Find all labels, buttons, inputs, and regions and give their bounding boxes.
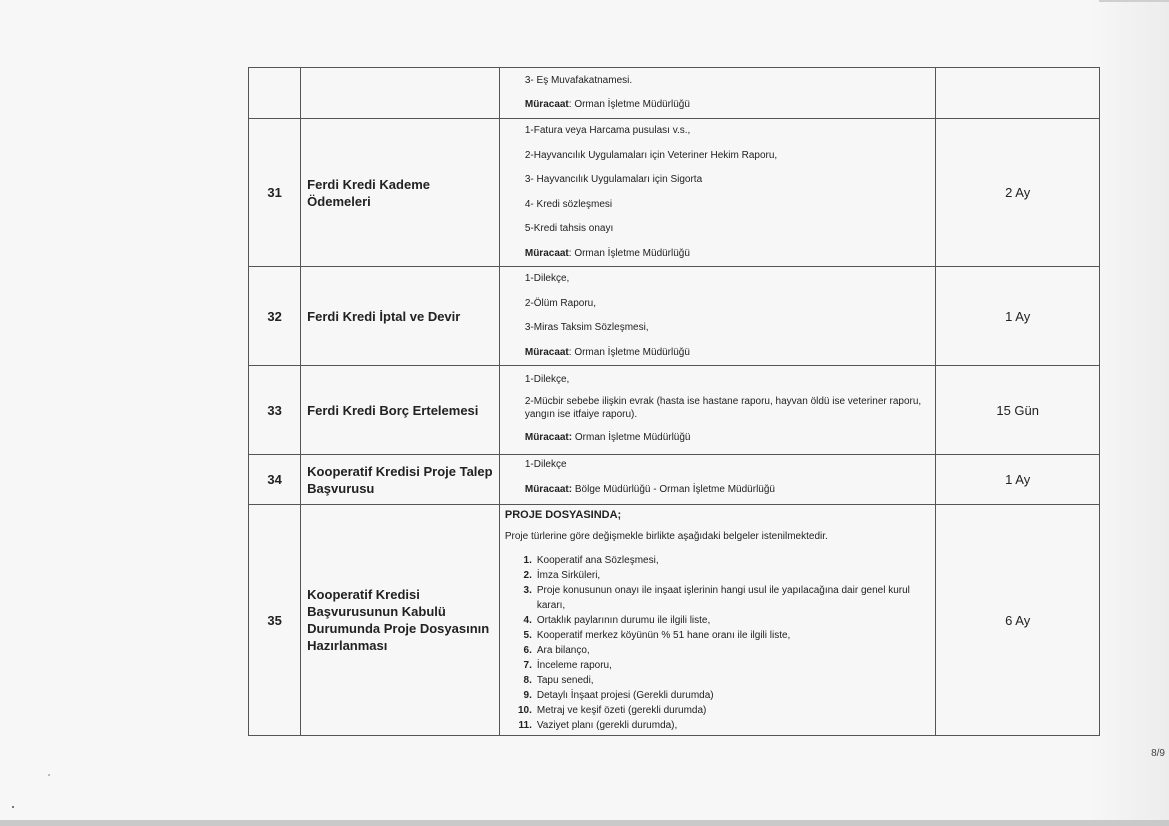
list-item [505,718,930,733]
requirement-line: 3- Hayvancılık Uygulamaları için Sigorta [524,174,703,185]
service-name: Kooperatif Kredisi Proje Talep Başvurusu [301,455,500,505]
table-row [249,68,1100,119]
service-name [301,68,500,119]
requirement-line: 2-Hayvancılık Uygulamaları için Veteriner Hekim Raporu, [524,149,778,161]
requirements-cell [499,455,936,505]
list-item [505,643,930,658]
list-item-number: 9. [523,690,532,701]
requirements-cell [499,267,936,366]
application-office: Müracaat: Orman İşletme Müdürlüğü [524,431,691,443]
list-item-text: Ortaklık paylarının durumu ile ilgili liste, [536,615,711,626]
requirement-line: 1-Dilekçe, [524,273,570,284]
requirement-line: 4- Kredi sözleşmesi [524,198,613,210]
page-edge-shadow [1089,0,1169,826]
completion-time: 1 Ay [936,267,1100,366]
list-item-number: 1. [523,555,532,566]
list-item-text: Kooperatif merkez köyünün % 51 hane oranı ile ilgili liste, [536,630,791,641]
completion-time: 15 Gün [936,366,1100,455]
application-office: Müracaat: Orman İşletme Müdürlüğü [524,99,690,110]
requirement-line: 3-Miras Taksim Sözleşmesi, [524,322,649,333]
scan-speck [48,774,50,776]
requirements-cell [499,119,936,267]
list-item-text: Ara bilanço, [536,645,590,656]
table-row [249,455,1100,505]
requirement-line: 5-Kredi tahsis onayı [524,223,614,234]
requirement-line: 1-Dilekçe, [524,373,570,385]
list-item-text: Proje konusunun onayı ile inşaat işlerinin hangi usul ile yapılacağına dair genel kurul kararı, [536,585,910,611]
requirement-line: 3- Eş Muvafakatnamesi. [524,74,633,86]
application-office: Müracaat: Bölge Müdürlüğü - Orman İşletme Müdürlüğü [524,483,775,495]
services-table [248,67,1100,736]
service-name: Ferdi Kredi Kademe Ödemeleri [301,119,500,267]
page-number: 8/9 [1151,748,1165,759]
list-item [505,658,930,673]
list-item [505,628,930,643]
requirements-cell [499,366,936,455]
row-number: 33 [249,366,301,455]
list-item-text: Metraj ve keşif özeti (gerekli durumda) [536,705,707,716]
service-name: Ferdi Kredi İptal ve Devir [301,267,500,366]
list-item-number: 3. [523,585,532,596]
list-item [505,673,930,688]
requirement-line: 1-Dilekçe [524,458,567,470]
requirement-line: 1-Fatura veya Harcama pusulası v.s., [524,125,691,136]
list-item-number: 5. [523,630,532,641]
list-item [505,583,930,613]
scan-speck [12,806,14,808]
project-file-intro: Proje türlerine göre değişmekle birlikte aşağıdaki belgeler istenilmektedir. [504,531,828,542]
list-item-text: İnceleme raporu, [536,660,612,671]
requirements-cell [499,505,936,736]
table-row [249,366,1100,455]
project-file-heading: PROJE DOSYASINDA; [504,509,622,521]
list-item-number: 11. [518,720,532,731]
list-item-text: Detaylı İnşaat projesi (Gerekli durumda) [536,690,714,701]
table-row [249,267,1100,366]
list-item [505,613,930,628]
application-office: Müracaat: Orman İşletme Müdürlüğü [524,247,690,259]
list-item-text: Vaziyet planı (gerekli durumda), [536,720,678,731]
requirement-line: 2-Mücbir sebebe ilişkin evrak (hasta ise hastane raporu, hayvan öldü ise veteriner raporu, yangın ise itfaiye raporu). [524,395,922,420]
completion-time: 6 Ay [936,505,1100,736]
scan-top-line [1099,0,1169,2]
row-number: 31 [249,119,301,267]
list-item-number: 10. [517,705,532,716]
list-item-number: 8. [523,675,532,686]
row-number: 35 [249,505,301,736]
list-item-number: 4. [523,615,532,626]
row-number [249,68,301,119]
project-document-list [505,553,930,733]
list-item [505,703,930,718]
completion-time: 2 Ay [936,119,1100,267]
service-name: Kooperatif Kredisi Başvurusunun Kabulü Durumunda Proje Dosyasının Hazırlanması [301,505,500,736]
list-item-text: Tapu senedi, [536,675,594,686]
list-item [505,688,930,703]
table-row [249,119,1100,267]
service-name: Ferdi Kredi Borç Ertelemesi [301,366,500,455]
list-item [505,553,930,568]
scan-bottom-band [0,820,1169,826]
list-item-number: 7. [523,660,532,671]
requirement-line: 2-Ölüm Raporu, [524,297,596,309]
list-item-text: Kooperatif ana Sözleşmesi, [536,555,659,566]
list-item-number: 6. [523,645,532,656]
application-office: Müracaat: Orman İşletme Müdürlüğü [524,346,690,358]
requirements-cell [499,68,936,119]
row-number: 34 [249,455,301,505]
row-number: 32 [249,267,301,366]
list-item-number: 2. [523,570,532,581]
completion-time [936,68,1100,119]
list-item-text: İmza Sirküleri, [536,570,601,581]
list-item [505,568,930,583]
table-row [249,505,1100,736]
completion-time: 1 Ay [936,455,1100,505]
